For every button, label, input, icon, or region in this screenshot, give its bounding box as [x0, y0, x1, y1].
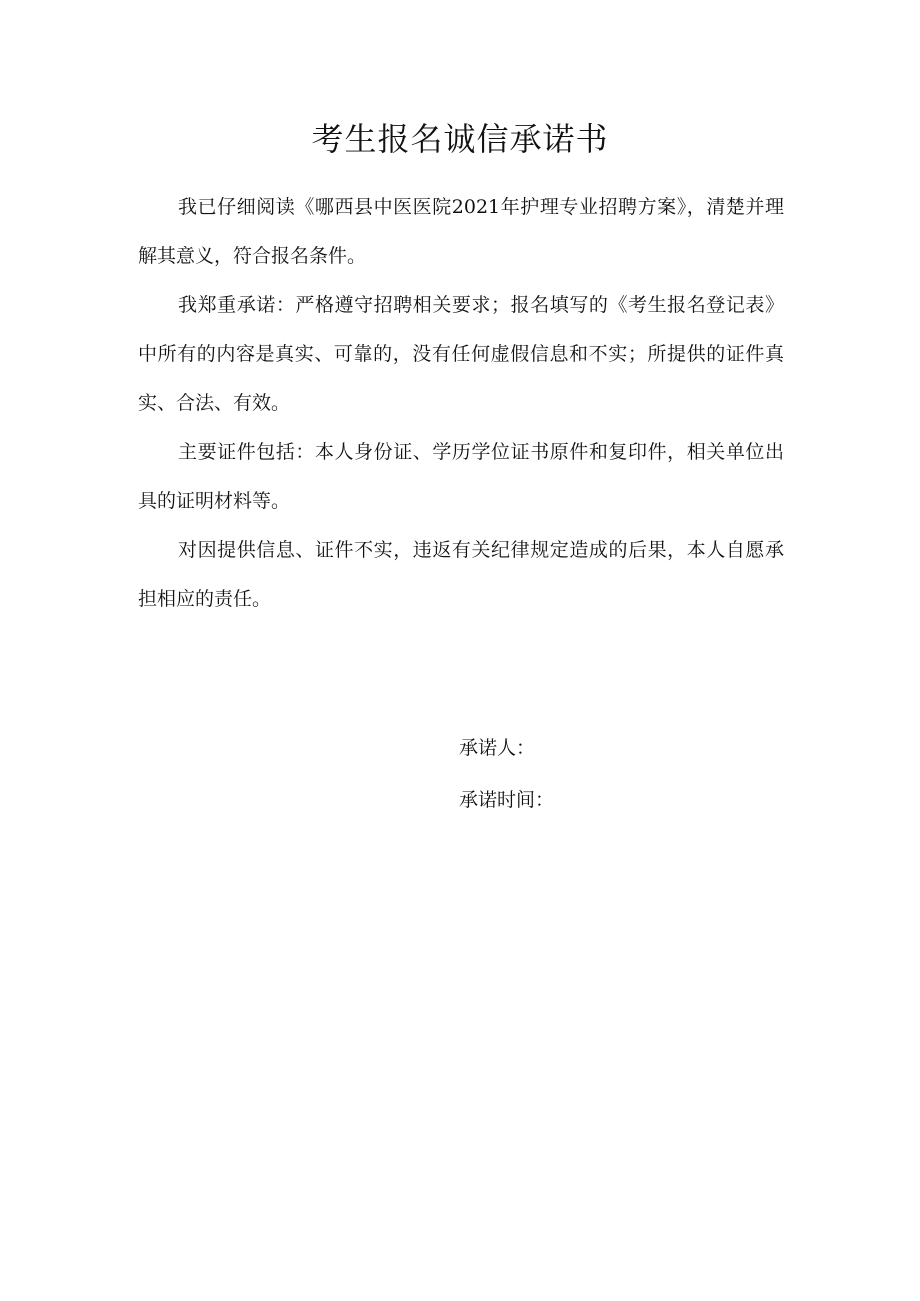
document-title: 考生报名诚信承诺书 [311, 120, 609, 158]
promiser-label: 承诺人： [459, 737, 536, 759]
promise-date-label: 承诺时间： [459, 789, 555, 811]
paragraph-reading-confirmation: 我已仔细阅读《哪西县中医医院2021年护理专业招聘方案》，清楚并理解其意义，符合报名条件。 [138, 196, 784, 267]
paragraph-main-documents: 主要证件包括：本人身份证、学历学位证书原件和复印件，相关单位出具的证明材料等。 [138, 441, 784, 512]
document-body [138, 183, 784, 624]
paragraph-responsibility: 对因提供信息、证件不实，违返有关纪律规定造成的后果，本人自愿承担相应的责任。 [138, 539, 784, 610]
paragraph-solemn-pledge: 我郑重承诺：严格遵守招聘相关要求；报名填写的《考生报名登记表》中所有的内容是真实、可靠的，没有任何虚假信息和不实；所提供的证件真实、合法、有效。 [138, 294, 784, 414]
signature-block [459, 722, 554, 826]
